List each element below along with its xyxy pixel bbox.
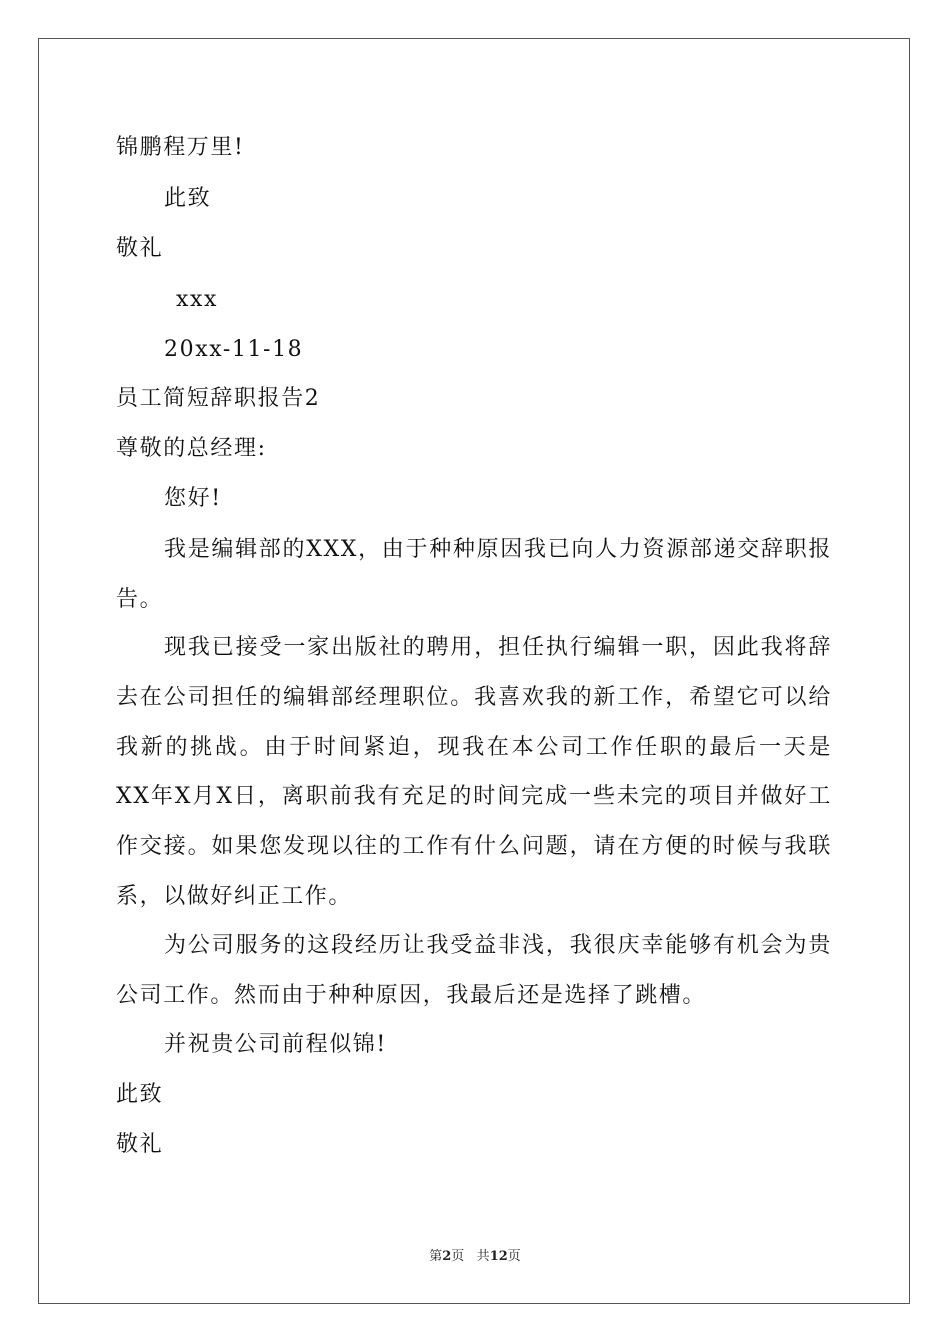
closing-wish-line: 锦鹏程万里! bbox=[116, 135, 245, 160]
closing-wish-company: 并祝贵公司前程似锦! bbox=[164, 1032, 387, 1057]
paragraph-2-line-4: XX年X月X日，离职前我有充足的时间完成一些未完的项目并做好工 bbox=[116, 784, 832, 809]
page-footer bbox=[0, 1248, 950, 1266]
paragraph-2-line-3: 我新的挑战。由于时间紧迫，现我在本公司工作任职的最后一天是 bbox=[116, 735, 832, 760]
signature-date: 20xx-11-18 bbox=[164, 337, 304, 362]
total-label-suffix: 页 bbox=[507, 1249, 521, 1264]
salutation-cizhi: 此致 bbox=[164, 186, 212, 211]
total-pages: 12 bbox=[489, 1249, 508, 1264]
paragraph-1-line-2: 告。 bbox=[116, 587, 164, 612]
paragraph-1-line-1: 我是编辑部的XXX，由于种种原因我已向人力资源部递交辞职报 bbox=[164, 537, 832, 562]
signature-name: xxx bbox=[176, 287, 219, 312]
salutation-jingli: 敬礼 bbox=[116, 236, 164, 261]
closing-cizhi: 此致 bbox=[116, 1082, 164, 1107]
section-title: 员工简短辞职报告2 bbox=[116, 386, 321, 411]
total-label-prefix: 共 bbox=[476, 1249, 490, 1264]
paragraph-2-line-2: 去在公司担任的编辑部经理职位。我喜欢我的新工作，希望它可以给 bbox=[116, 685, 832, 710]
closing-jingli: 敬礼 bbox=[116, 1132, 164, 1157]
paragraph-2-line-1: 现我已接受一家出版社的聘用，担任执行编辑一职，因此我将辞 bbox=[164, 635, 832, 660]
page-label-suffix: 页 bbox=[451, 1249, 465, 1264]
page-label-prefix: 第 bbox=[429, 1249, 443, 1264]
paragraph-2-line-5: 作交接。如果您发现以往的工作有什么问题，请在方便的时候与我联 bbox=[116, 834, 832, 859]
paragraph-2-line-6: 系，以做好纠正工作。 bbox=[116, 884, 353, 909]
page-number: 2 bbox=[442, 1249, 452, 1264]
paragraph-3-line-1: 为公司服务的这段经历让我受益非浅，我很庆幸能够有机会为贵 bbox=[164, 933, 832, 958]
paragraph-3-line-2: 公司工作。然而由于种种原因，我最后还是选择了跳槽。 bbox=[116, 983, 707, 1008]
greeting-hello: 您好! bbox=[164, 486, 222, 511]
recipient-greeting: 尊敬的总经理: bbox=[116, 436, 267, 461]
page-border bbox=[38, 38, 910, 1304]
